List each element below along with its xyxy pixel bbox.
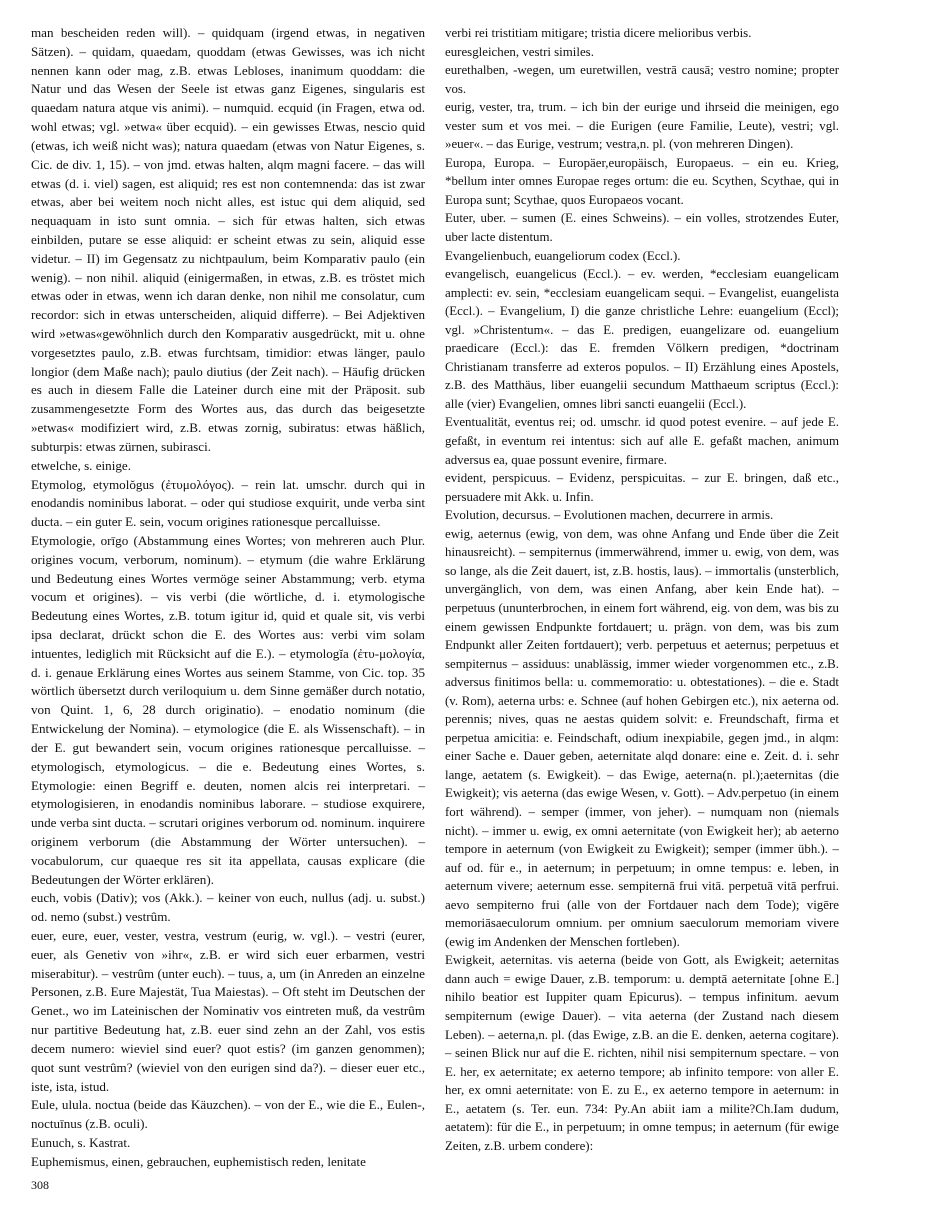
entry-eurethalben: eurethalben, -wegen, um euretwillen, vestrā causā; vestro nomine; propter vos. xyxy=(445,63,839,96)
entry-evangelisch: evangelisch, euangelicus (Eccl.). – ev. werden, *ecclesiam euangelicam amplecti: ev. sein, *ecclesiam euangelicam sequi. – Evangelist, euangelista (Eccl.). – Evangelium, I) die ganze christliche Lehre: euangelium (Eccl); vgl. »Christentum«. – das E. predigen, euangelizare od. euangelium praedicare (Eccl.): das E. fremden Völkern predigen, *doctrinam Christianam transferre ad exteros populos. – II) Erzählung eines Apostels, z.B. des Matthäus, liber euangelii secundum Matthaeum scriptus (Eccl.): alle (vier) Evangelien, omnes libri sancti euangelii (Eccl.). xyxy=(445,267,839,411)
entry-ewigkeit: Ewigkeit, aeternitas. vis aeterna (beide von Gott, als Ewigkeit; aeternitas dann auch = ewige Dauer, z.B. temporum: u. demptā aeternitate [ohne E.] nihilo beatior est Iuppiter quam Epicurus). – tempus infinitum. aevum sempiternum (ewige Dauer). – vita aeterna (der Zustand nach diesem Leben). – aeterna,n. pl. (das Ewige, z.B. an die E. denken, aeterna cogitare). – seinen Blick nur auf die E. richten, nihil nisi sempiternum spectare. – von E. her, ex aeternitate; ex aeterno tempore; ab infinito tempore: von aller E. her, ex omni aeternitate: von E. zu E., ex aeterno tempore in aeternum: in E., aetatem (s. Ter. eun. 734: Py.An abiit iam a milite?Ch.Iam dudum, aetatem): für die E., in perpetuum; in omne tempus; in aeternum (für ewige Zeiten, z.B. urbem condere): xyxy=(445,953,839,1153)
entry-etwas-cont: man bescheiden reden will). – quidquam (irgend etwas, in negativen Sätzen). – quidam, quaedam, quoddam (etwas Gewisses, was ich nicht nennen kann oder mag, z.B. etwas Lebloses, inanimum quoddam: die Natur und das Wesen der Seele ist etwas ganz Eigenes, singularis est quaedam natura atque vis animi). – numquid. ecquid (in Fragen, etwa od. wohl etwas; vgl. »etwa« über ecquid). – ein gewisses Etwas, nescio quid (etwas, ich weiß nicht was); natura quaedam (etwas von Natur Eigenes, s. Cic. de div. 1, 15). – von jmd. etwas halten, alqm magni facere. – das will etwas (d. i. viel) sagen, est aliquid; res est non contemnenda: das ist zwar etwas, aber bei weitem noch nicht alles, est istuc qui dem aliquid, sed nequaquam in isto sunt omnia. – sich für etwas halten, sich etwas einbilden, putare se esse aliquid: er scheint etwas zu sein, aliquid esse videtur. – II) im Gegensatz zu nichtpaulum, beim Komparativ paulo (ein wenig). – non nihil. aliquid (einigermaßen, in etwas, z.B. es tröstet mich etwas oder in etwas, wenn ich daran denke, non nihil me consolatur, cum recordor: sich in etwas unterscheiden, aliquid differre). – Bei Adjektiven wird »etwas«gewöhnlich durch den Komparativ ausgedrückt, mit u. ohne vorgesetztes paulo, z.B. etwas furchtsam, timidior: etwas länger, paulo longior (dem Maße nach); paulo diutius (der Zeit nach). – Häufig drücken es auch in diesem Falle die Lateiner durch eine mit der Präposit. sub zusammengesetzte Form des Wortes aus, das durch das beigesetzte »etwas« modifiziert wird, z.B. etwas zornig, subiratus: etwas häßlich, subturpis: etwas zürnen, subirasci. xyxy=(31,25,425,454)
entry-euphemismus-cont: verbi rei tristitiam mitigare; tristia dicere melioribus verbis. xyxy=(445,26,752,40)
entry-euresgleichen: euresgleichen, vestri similes. xyxy=(445,44,594,59)
entry-evangelienbuch: Evangelienbuch, euangeliorum codex (Eccl.). xyxy=(445,248,681,263)
left-column xyxy=(31,24,425,1172)
right-column xyxy=(445,24,839,1155)
entry-evolution: Evolution, decursus. – Evolutionen machen, decurrere in armis. xyxy=(445,508,774,523)
entry-eunuch: Eunuch, s. Kastrat. xyxy=(31,1134,131,1150)
entry-eventualitaet: Eventualität, eventus rei; od. umschr. id quod potest evenire. – auf jede E. gefaßt, in eventum rei intentus: sich auf alle E. gefaßt machen, animum adversus ea, quae possunt evenire, firmare. xyxy=(445,415,839,467)
entry-euphemismus: Euphemismus, einen, gebrauchen, euphemistisch reden, lenitate xyxy=(31,1153,366,1169)
entry-etymologie: Etymologie, orīgo (Abstammung eines Wortes; von mehreren auch Plur. origines vocum, verborum, nominum). – etymum (die wahre Erklärung und Bedeutung eines Wortes vermöge seiner Abstammung; verb. etyma vocum et origines). – vis verbi (die wörtliche, d. i. etymologische Bedeutung eines Wortes, z.B. totum igitur id, quid et quale sit, vis verbi ipsa declarat, drückt schon die E. des Wortes aus: verbi vim solam intuentes, lediglich mit Rücksicht auf die E.). – etymologĭa (ἐτυ-μολογία, d. i. genaue Erklärung eines Wortes aus seinem Stamme, von Cic. top. 35 wörtlich übersetzt durch veriloquium u. dem Sinne gemäßer durch notatio, von Quint. 1, 6, 28 durch originatio). – enodatio nominum (die Entwickelung der Nomina). – etymologice (die E. als Wissenschaft). – in der E. gut bewandert sein, vocum origines rationesque percalluisse. – etymologisch, etymologicus. – die e. Bedeutung eines Wortes, s. Etymologie: einen Begriff e. deuten, nomen alcis rei interpretari. – etymologisieren, in enodandis nominibus laborare. – studiose exquirere, unde verba sint ducta. – scrutari origines verborum od. nominum. inquirere originem verborum (die Abstammung der Wörter untersuchen). – vocabulorum, cur quaeque res sit ita appellata, causas explicare (die Bedeutungen der Wörter erklären). xyxy=(31,532,425,887)
entry-etwelche: etwelche, s. einige. xyxy=(31,457,131,473)
entry-euter: Euter, uber. – sumen (E. eines Schweins). – ein volles, strotzendes Euter, uber lacte distentum. xyxy=(445,211,839,245)
entry-etymolog: Etymolog, etymolŏgus (ἐτυμολόγος). – rein lat. umschr. durch qui in enodandis nominibus laborat. – oder qui studiose exquirit, unde verba sint ducta. – ein guter E. sein, vocum origines rationesque percalluisse. xyxy=(31,476,425,530)
entry-eule: Eule, ulula. noctua (beide das Käuzchen). – von der E., wie die E., Eulen-, noctuīnus (z.B. oculi). xyxy=(31,1097,425,1132)
page-number: 308 xyxy=(31,1178,49,1192)
entry-eurig: eurig, vester, tra, trum. – ich bin der eurige und ihrseid die meinigen, ego vester sum et vos mei. – die Eurigen (eure Familie, Leute), vestri; vgl. »euer«. – das Eurige, vestrum; vestra,n. pl. (von mehreren Dingen). xyxy=(445,100,839,152)
entry-euer: euer, eure, euer, vester, vestra, vestrum (eurig, w. vgl.). – vestri (eurer, euer, als Genetiv von »ihr«, z.B. er wird sich euer erbarmen, vestri miserabitur). – vestrûm (unter euch). – tuus, a, um (in Anreden an einzelne Personen, z.B. Eure Majestät, Tua Maiestas). – Oft steht im Deutschen der Genet., wo im Lateinischen der Nominativ vos eintreten muß, da vestrûm nur partitive Bedeutung hat, z.B. euer sind zehn an der Zahl, vos estis decem numero: wieviel sind euer? quot estis? (im ganzen genommen); quot sunt vestrûm? (wieviel von den eurigen sind da?). – dieser euer etc., iste, ista, istud. xyxy=(31,928,425,1094)
entry-evident: evident, perspicuus. – Evidenz, perspicuitas. – zur E. bringen, daß etc., persuadere mit Akk. u. Infin. xyxy=(445,471,839,504)
entry-ewig: ewig, aeternus (ewig, von dem, was ohne Anfang und Ende über die Zeit hinausreicht). – sempiternus (immerwährend, immer u. ewig, von dem, was so lange, als die Zeit dauert, ist, z.B. hostis, laus). – immortalis (unsterblich, unvergänglich, von dem, was einen Anfang, aber kein Ende hat). – perpetuus (ununterbrochen, in einem fort während, eig. von dem, was bis zu einem gewissen Endpunkte fortdauert; u. prägn. von dem, was bis zum Endpunkt aller Zeiten fortdauert); verb. perpetuus et aeternus; perpetuus et sempiternus – assiduus: unablässig, immer wieder vorgenommen etc., z.B. adversus finitimos bella: u. commemoratio: u. obtestationes). – die e. Stadt (v. Rom), aeterna urbs: e. Schnee (auf hohen Gebirgen etc.), nix aeterna od. perennis; nives, quas ne aestas quidem solvit: e. Freundschaft, firma et perpetua amicitia: e. Feindschaft, odium inexpiabile, gegen jmd., in alqm: einer Sache e. Dauer geben, aeternitate alqd donare: eine e. Zeit. d. i. sehr lange, aetatem (s. Ewigkeit). – das Ewige, aeterna(n. pl.);aeternitas (die Ewigkeit); vis aeterna (das ewige Wesen, v. Gott). – Adv.perpetuo (in einem fort während). – semper (immer, von jeher). – numquam non (niemals nicht). – immer u. ewig, ex omni aeternitate (von Ewigkeit her); ab aeterno tempore in aeternum (von Ewigkeit zu Ewigkeit); semper (immer übh.). – auf od. für e., in aeternum; in perpetuum; in omne tempus: e. leben, in aeternum vivere; aeternum esse. sempiternā frui vitā. perpetuā vitā perfrui. aevo sempiterno frui (alle von der Fortdauer nach dem Tode); vigēre memoriāsaeculorum omnium. per omnium saeculorum memoriam vivere (ewig im Andenken der Menschen fortleben). xyxy=(445,526,839,949)
entry-europa: Europa, Europa. – Europäer,europäisch, Europaeus. – ein eu. Krieg, *bellum inter omnes Europae reges ortum: die eu. Scythen, Scythae, qui in Europa sunt; Scythae, quos Europaeos vocant. xyxy=(445,155,839,207)
entry-euch: euch, vobis (Dativ); vos (Akk.). – keiner von euch, nullus (adj. u. subst.) od. nemo (subst.) vestrûm. xyxy=(31,890,425,925)
